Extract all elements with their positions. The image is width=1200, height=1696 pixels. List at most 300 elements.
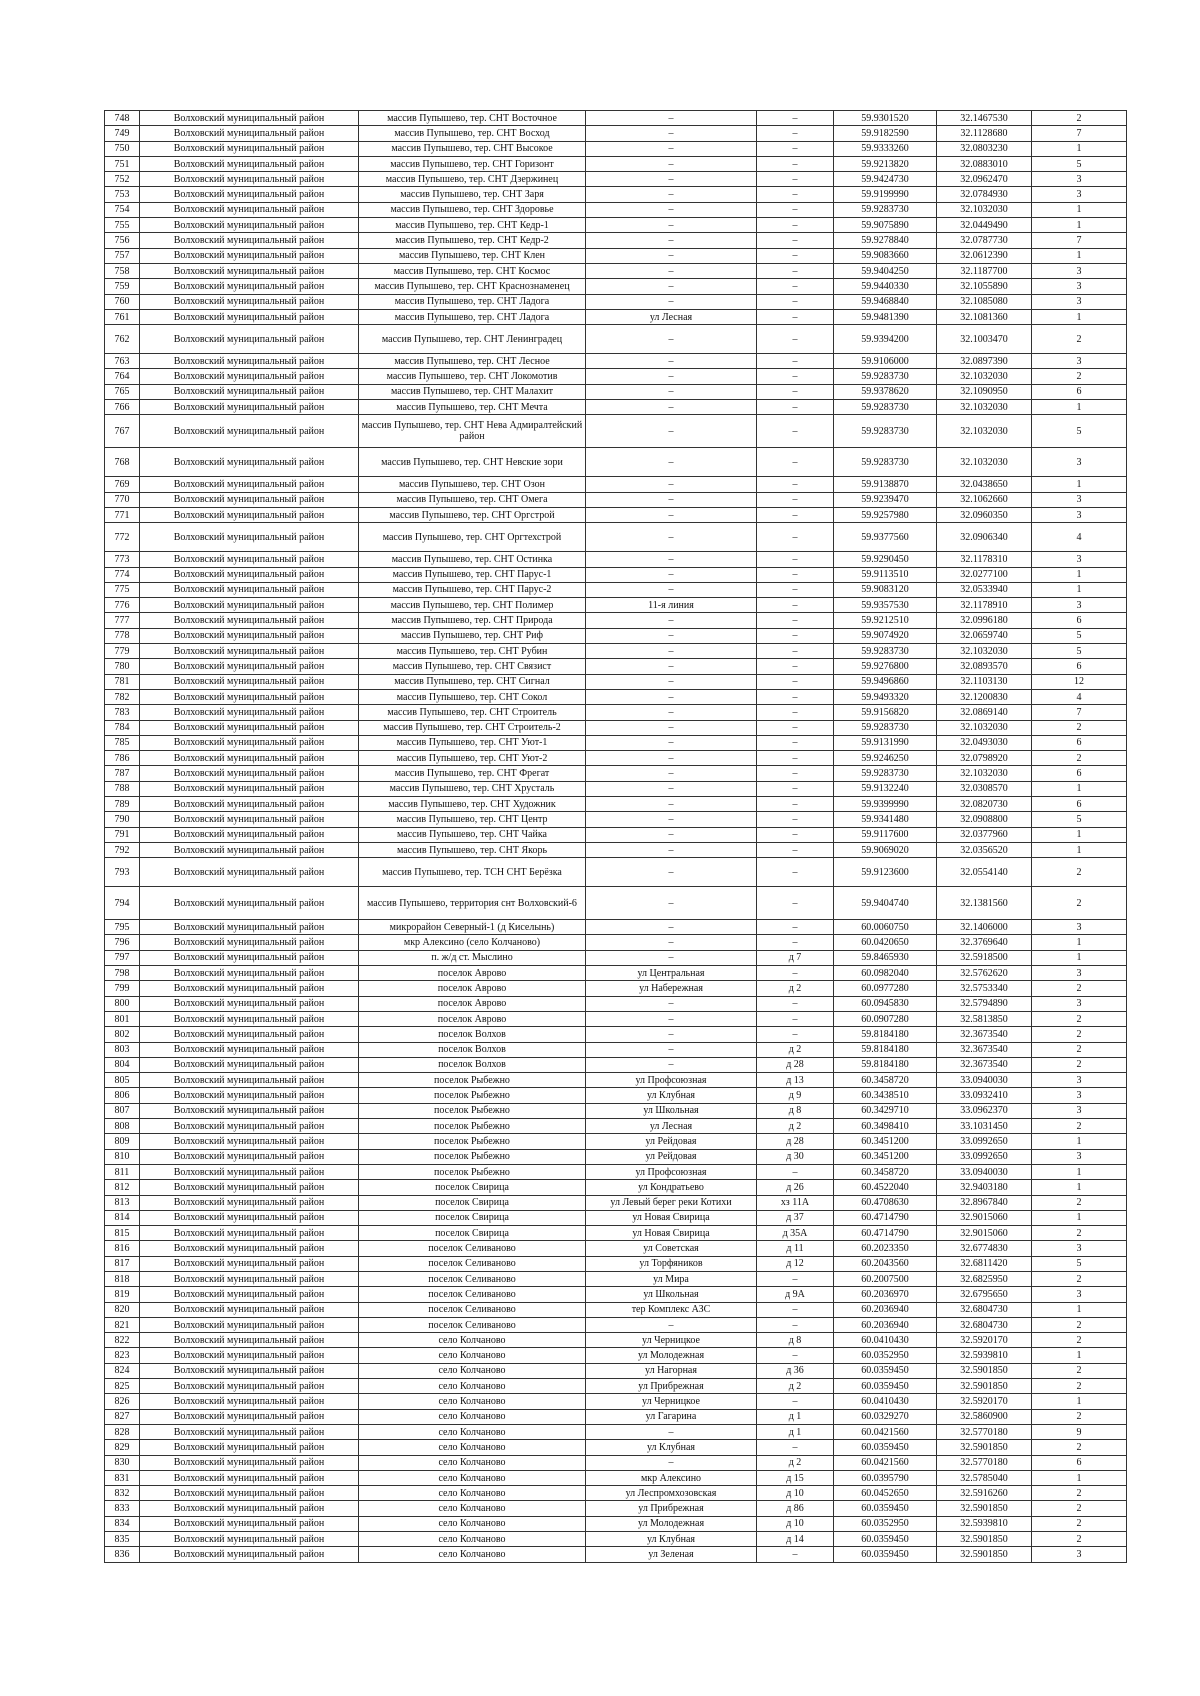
- district-cell: Волховский муниципальный район: [140, 781, 359, 796]
- count-cell: 3: [1032, 1103, 1127, 1118]
- district-cell: Волховский муниципальный район: [140, 1455, 359, 1470]
- location-cell: поселок Селиваново: [359, 1241, 586, 1256]
- latitude-cell: 59.9440330: [834, 279, 937, 294]
- street-cell: –: [586, 628, 757, 643]
- district-cell: Волховский муниципальный район: [140, 1409, 359, 1424]
- latitude-cell: 60.2007500: [834, 1272, 937, 1287]
- row-number-cell: 771: [105, 507, 140, 522]
- district-cell: Волховский муниципальный район: [140, 400, 359, 415]
- longitude-cell: 32.0883010: [937, 156, 1032, 171]
- longitude-cell: 32.5860900: [937, 1409, 1032, 1424]
- house-cell: –: [757, 887, 834, 920]
- longitude-cell: 32.1003470: [937, 325, 1032, 354]
- location-cell: село Колчаново: [359, 1470, 586, 1485]
- district-cell: Волховский муниципальный район: [140, 920, 359, 935]
- latitude-cell: 59.9156820: [834, 705, 937, 720]
- row-number-cell: 807: [105, 1103, 140, 1118]
- district-cell: Волховский муниципальный район: [140, 279, 359, 294]
- table-row: [105, 218, 1127, 233]
- count-cell: 1: [1032, 950, 1127, 965]
- house-cell: д 10: [757, 1486, 834, 1501]
- street-cell: ул Кондратьево: [586, 1180, 757, 1195]
- location-cell: массив Пупышево, тер. СНТ Уют-1: [359, 735, 586, 750]
- table-row: [105, 935, 1127, 950]
- location-cell: поселок Рыбежно: [359, 1134, 586, 1149]
- street-cell: –: [586, 218, 757, 233]
- longitude-cell: 32.0787730: [937, 233, 1032, 248]
- longitude-cell: 33.0992650: [937, 1149, 1032, 1164]
- latitude-cell: 59.9404250: [834, 263, 937, 278]
- district-cell: Волховский муниципальный район: [140, 172, 359, 187]
- street-cell: –: [586, 202, 757, 217]
- longitude-cell: 32.3673540: [937, 1042, 1032, 1057]
- count-cell: 2: [1032, 369, 1127, 384]
- district-cell: Волховский муниципальный район: [140, 141, 359, 156]
- table-row: [105, 448, 1127, 477]
- house-cell: –: [757, 126, 834, 141]
- location-cell: массив Пупышево, тер. СНТ Строитель: [359, 705, 586, 720]
- latitude-cell: 59.9404740: [834, 887, 937, 920]
- street-cell: –: [586, 507, 757, 522]
- location-cell: массив Пупышево, тер. СНТ Художник: [359, 796, 586, 811]
- latitude-cell: 59.9283730: [834, 415, 937, 448]
- table-row: [105, 248, 1127, 263]
- house-cell: –: [757, 325, 834, 354]
- latitude-cell: 60.2036940: [834, 1302, 937, 1317]
- location-cell: поселок Рыбежно: [359, 1119, 586, 1134]
- count-cell: 5: [1032, 415, 1127, 448]
- street-cell: ул Профсоюзная: [586, 1073, 757, 1088]
- longitude-cell: 32.5920170: [937, 1394, 1032, 1409]
- house-cell: д 28: [757, 1134, 834, 1149]
- count-cell: 6: [1032, 735, 1127, 750]
- count-cell: 2: [1032, 1333, 1127, 1348]
- count-cell: 2: [1032, 1226, 1127, 1241]
- latitude-cell: 60.3429710: [834, 1103, 937, 1118]
- count-cell: 1: [1032, 141, 1127, 156]
- street-cell: –: [586, 781, 757, 796]
- location-cell: массив Пупышево, тер. ТСН СНТ Берёзка: [359, 858, 586, 887]
- district-cell: Волховский муниципальный район: [140, 1501, 359, 1516]
- street-cell: –: [586, 1455, 757, 1470]
- count-cell: 3: [1032, 966, 1127, 981]
- district-cell: Волховский муниципальный район: [140, 827, 359, 842]
- table-row: [105, 781, 1127, 796]
- location-cell: поселок Волхов: [359, 1042, 586, 1057]
- latitude-cell: 60.2036970: [834, 1287, 937, 1302]
- latitude-cell: 60.4708630: [834, 1195, 937, 1210]
- table-row: [105, 674, 1127, 689]
- table-row: [105, 705, 1127, 720]
- latitude-cell: 60.0359450: [834, 1547, 937, 1562]
- street-cell: ул Набережная: [586, 981, 757, 996]
- count-cell: 1: [1032, 1394, 1127, 1409]
- house-cell: –: [757, 1011, 834, 1026]
- district-cell: Волховский муниципальный район: [140, 796, 359, 811]
- latitude-cell: 60.3451200: [834, 1134, 937, 1149]
- district-cell: Волховский муниципальный район: [140, 156, 359, 171]
- street-cell: –: [586, 384, 757, 399]
- location-cell: массив Пупышево, тер. СНТ Восход: [359, 126, 586, 141]
- district-cell: Волховский муниципальный район: [140, 248, 359, 263]
- row-number-cell: 787: [105, 766, 140, 781]
- count-cell: 6: [1032, 384, 1127, 399]
- house-cell: –: [757, 781, 834, 796]
- count-cell: 2: [1032, 1363, 1127, 1378]
- longitude-cell: 32.1085080: [937, 294, 1032, 309]
- count-cell: 3: [1032, 1287, 1127, 1302]
- street-cell: –: [586, 766, 757, 781]
- location-cell: массив Пупышево, тер. СНТ Нева Адмиралтейский район: [359, 415, 586, 448]
- longitude-cell: 32.5901850: [937, 1363, 1032, 1378]
- row-number-cell: 751: [105, 156, 140, 171]
- street-cell: –: [586, 294, 757, 309]
- table-row: [105, 141, 1127, 156]
- count-cell: 2: [1032, 1501, 1127, 1516]
- location-cell: село Колчаново: [359, 1501, 586, 1516]
- street-cell: –: [586, 567, 757, 582]
- row-number-cell: 836: [105, 1547, 140, 1562]
- longitude-cell: 33.0962370: [937, 1103, 1032, 1118]
- district-cell: Волховский муниципальный район: [140, 309, 359, 324]
- count-cell: 3: [1032, 448, 1127, 477]
- longitude-cell: 32.5916260: [937, 1486, 1032, 1501]
- location-cell: поселок Аврово: [359, 966, 586, 981]
- house-cell: –: [757, 384, 834, 399]
- table-row: [105, 659, 1127, 674]
- street-cell: –: [586, 279, 757, 294]
- row-number-cell: 754: [105, 202, 140, 217]
- location-cell: массив Пупышево, тер. СНТ Сокол: [359, 689, 586, 704]
- street-cell: ул Зеленая: [586, 1547, 757, 1562]
- street-cell: –: [586, 720, 757, 735]
- house-cell: –: [757, 644, 834, 659]
- count-cell: 1: [1032, 477, 1127, 492]
- table-row: [105, 1455, 1127, 1470]
- house-cell: –: [757, 263, 834, 278]
- location-cell: массив Пупышево, тер. СНТ Связист: [359, 659, 586, 674]
- house-cell: д 13: [757, 1073, 834, 1088]
- house-cell: –: [757, 111, 834, 126]
- district-cell: Волховский муниципальный район: [140, 766, 359, 781]
- count-cell: 1: [1032, 1302, 1127, 1317]
- latitude-cell: 60.2023350: [834, 1241, 937, 1256]
- table-row: [105, 1501, 1127, 1516]
- house-cell: д 37: [757, 1210, 834, 1225]
- longitude-cell: 32.1178910: [937, 598, 1032, 613]
- district-cell: Волховский муниципальный район: [140, 477, 359, 492]
- table-row: [105, 1470, 1127, 1485]
- longitude-cell: 32.0908800: [937, 812, 1032, 827]
- house-cell: д 7: [757, 950, 834, 965]
- latitude-cell: 60.4522040: [834, 1180, 937, 1195]
- longitude-cell: 32.0996180: [937, 613, 1032, 628]
- district-cell: Волховский муниципальный район: [140, 1164, 359, 1179]
- latitude-cell: 59.9283730: [834, 766, 937, 781]
- table-row: [105, 507, 1127, 522]
- latitude-cell: 60.0945830: [834, 996, 937, 1011]
- longitude-cell: 32.1103130: [937, 674, 1032, 689]
- row-number-cell: 789: [105, 796, 140, 811]
- house-cell: д 86: [757, 1501, 834, 1516]
- table-row: [105, 1149, 1127, 1164]
- latitude-cell: 60.0060750: [834, 920, 937, 935]
- row-number-cell: 776: [105, 598, 140, 613]
- count-cell: 3: [1032, 920, 1127, 935]
- district-cell: Волховский муниципальный район: [140, 187, 359, 202]
- district-cell: Волховский муниципальный район: [140, 644, 359, 659]
- house-cell: –: [757, 858, 834, 887]
- row-number-cell: 768: [105, 448, 140, 477]
- latitude-cell: 59.9283730: [834, 400, 937, 415]
- count-cell: 3: [1032, 279, 1127, 294]
- row-number-cell: 809: [105, 1134, 140, 1149]
- location-cell: поселок Аврово: [359, 1011, 586, 1026]
- table-row: [105, 1440, 1127, 1455]
- count-cell: 2: [1032, 720, 1127, 735]
- district-cell: Волховский муниципальный район: [140, 1532, 359, 1547]
- count-cell: 3: [1032, 294, 1127, 309]
- district-cell: Волховский муниципальный район: [140, 950, 359, 965]
- table-row: [105, 796, 1127, 811]
- row-number-cell: 832: [105, 1486, 140, 1501]
- table-row: [105, 644, 1127, 659]
- row-number-cell: 802: [105, 1027, 140, 1042]
- latitude-cell: 60.4714790: [834, 1210, 937, 1225]
- row-number-cell: 790: [105, 812, 140, 827]
- street-cell: –: [586, 156, 757, 171]
- street-cell: ул Новая Свирица: [586, 1226, 757, 1241]
- latitude-cell: 60.0359450: [834, 1379, 937, 1394]
- house-cell: –: [757, 507, 834, 522]
- row-number-cell: 749: [105, 126, 140, 141]
- row-number-cell: 774: [105, 567, 140, 582]
- district-cell: Волховский муниципальный район: [140, 981, 359, 996]
- count-cell: 2: [1032, 1057, 1127, 1072]
- district-cell: Волховский муниципальный район: [140, 567, 359, 582]
- location-cell: село Колчаново: [359, 1424, 586, 1439]
- district-cell: Волховский муниципальный район: [140, 720, 359, 735]
- latitude-cell: 59.9357530: [834, 598, 937, 613]
- longitude-cell: 32.5785040: [937, 1470, 1032, 1485]
- house-cell: –: [757, 705, 834, 720]
- longitude-cell: 32.1090950: [937, 384, 1032, 399]
- latitude-cell: 60.0352950: [834, 1516, 937, 1531]
- house-cell: д 12: [757, 1256, 834, 1271]
- row-number-cell: 826: [105, 1394, 140, 1409]
- district-cell: Волховский муниципальный район: [140, 263, 359, 278]
- latitude-cell: 60.0907280: [834, 1011, 937, 1026]
- district-cell: Волховский муниципальный район: [140, 369, 359, 384]
- location-cell: поселок Свирица: [359, 1226, 586, 1241]
- location-cell: село Колчаново: [359, 1547, 586, 1562]
- house-cell: д 2: [757, 1042, 834, 1057]
- location-cell: массив Пупышево, тер. СНТ Риф: [359, 628, 586, 643]
- table-row: [105, 552, 1127, 567]
- count-cell: 6: [1032, 659, 1127, 674]
- row-number-cell: 825: [105, 1379, 140, 1394]
- street-cell: –: [586, 996, 757, 1011]
- address-table-body: [105, 111, 1127, 1563]
- latitude-cell: 60.3498410: [834, 1119, 937, 1134]
- house-cell: –: [757, 477, 834, 492]
- street-cell: –: [586, 735, 757, 750]
- district-cell: Волховский муниципальный район: [140, 966, 359, 981]
- house-cell: д 1: [757, 1424, 834, 1439]
- count-cell: 1: [1032, 218, 1127, 233]
- row-number-cell: 800: [105, 996, 140, 1011]
- row-number-cell: 792: [105, 842, 140, 857]
- longitude-cell: 32.1032030: [937, 720, 1032, 735]
- longitude-cell: 32.1178310: [937, 552, 1032, 567]
- count-cell: 5: [1032, 628, 1127, 643]
- location-cell: село Колчаново: [359, 1516, 586, 1531]
- street-cell: –: [586, 187, 757, 202]
- longitude-cell: 32.5918500: [937, 950, 1032, 965]
- longitude-cell: 32.1406000: [937, 920, 1032, 935]
- street-cell: ул Школьная: [586, 1287, 757, 1302]
- count-cell: 7: [1032, 126, 1127, 141]
- house-cell: –: [757, 920, 834, 935]
- house-cell: –: [757, 1348, 834, 1363]
- count-cell: 5: [1032, 812, 1127, 827]
- longitude-cell: 32.0893570: [937, 659, 1032, 674]
- row-number-cell: 782: [105, 689, 140, 704]
- location-cell: массив Пупышево, тер. СНТ Полимер: [359, 598, 586, 613]
- street-cell: –: [586, 659, 757, 674]
- house-cell: хз 11А: [757, 1195, 834, 1210]
- row-number-cell: 753: [105, 187, 140, 202]
- latitude-cell: 59.9276800: [834, 659, 937, 674]
- count-cell: 2: [1032, 1379, 1127, 1394]
- row-number-cell: 765: [105, 384, 140, 399]
- street-cell: –: [586, 448, 757, 477]
- house-cell: –: [757, 172, 834, 187]
- count-cell: 2: [1032, 1195, 1127, 1210]
- longitude-cell: 32.5770180: [937, 1455, 1032, 1470]
- row-number-cell: 824: [105, 1363, 140, 1378]
- location-cell: массив Пупышево, тер. СНТ Природа: [359, 613, 586, 628]
- row-number-cell: 778: [105, 628, 140, 643]
- house-cell: д 36: [757, 1363, 834, 1378]
- longitude-cell: 32.0533940: [937, 582, 1032, 597]
- count-cell: 3: [1032, 492, 1127, 507]
- longitude-cell: 32.6825950: [937, 1272, 1032, 1287]
- location-cell: массив Пупышево, тер. СНТ Хрусталь: [359, 781, 586, 796]
- district-cell: Волховский муниципальный район: [140, 1287, 359, 1302]
- longitude-cell: 32.1381560: [937, 887, 1032, 920]
- count-cell: 1: [1032, 1164, 1127, 1179]
- table-row: [105, 415, 1127, 448]
- row-number-cell: 831: [105, 1470, 140, 1485]
- street-cell: –: [586, 887, 757, 920]
- count-cell: 2: [1032, 1532, 1127, 1547]
- longitude-cell: 32.0897390: [937, 354, 1032, 369]
- row-number-cell: 750: [105, 141, 140, 156]
- row-number-cell: 748: [105, 111, 140, 126]
- street-cell: –: [586, 400, 757, 415]
- district-cell: Волховский муниципальный район: [140, 674, 359, 689]
- row-number-cell: 788: [105, 781, 140, 796]
- table-row: [105, 156, 1127, 171]
- latitude-cell: 59.9182590: [834, 126, 937, 141]
- house-cell: –: [757, 354, 834, 369]
- location-cell: массив Пупышево, тер. СНТ Якорь: [359, 842, 586, 857]
- street-cell: 11-я линия: [586, 598, 757, 613]
- district-cell: Волховский муниципальный район: [140, 552, 359, 567]
- count-cell: 3: [1032, 1149, 1127, 1164]
- street-cell: –: [586, 111, 757, 126]
- district-cell: Волховский муниципальный район: [140, 202, 359, 217]
- location-cell: поселок Рыбежно: [359, 1103, 586, 1118]
- house-cell: –: [757, 935, 834, 950]
- longitude-cell: 32.0906340: [937, 523, 1032, 552]
- location-cell: массив Пупышево, тер. СНТ Кедр-2: [359, 233, 586, 248]
- longitude-cell: 32.0869140: [937, 705, 1032, 720]
- street-cell: –: [586, 950, 757, 965]
- house-cell: д 10: [757, 1516, 834, 1531]
- street-cell: ул Рейдовая: [586, 1134, 757, 1149]
- table-row: [105, 523, 1127, 552]
- street-cell: –: [586, 935, 757, 950]
- street-cell: –: [586, 751, 757, 766]
- longitude-cell: 32.0820730: [937, 796, 1032, 811]
- table-row: [105, 1119, 1127, 1134]
- latitude-cell: 60.0359450: [834, 1363, 937, 1378]
- house-cell: д 28: [757, 1057, 834, 1072]
- street-cell: –: [586, 354, 757, 369]
- row-number-cell: 796: [105, 935, 140, 950]
- row-number-cell: 819: [105, 1287, 140, 1302]
- street-cell: –: [586, 858, 757, 887]
- row-number-cell: 833: [105, 1501, 140, 1516]
- latitude-cell: 59.9394200: [834, 325, 937, 354]
- table-row: [105, 582, 1127, 597]
- district-cell: Волховский муниципальный район: [140, 705, 359, 720]
- table-row: [105, 842, 1127, 857]
- table-row: [105, 567, 1127, 582]
- house-cell: –: [757, 294, 834, 309]
- count-cell: 3: [1032, 187, 1127, 202]
- latitude-cell: 60.3451200: [834, 1149, 937, 1164]
- count-cell: 6: [1032, 1455, 1127, 1470]
- row-number-cell: 759: [105, 279, 140, 294]
- count-cell: 1: [1032, 400, 1127, 415]
- longitude-cell: 32.5813850: [937, 1011, 1032, 1026]
- house-cell: –: [757, 156, 834, 171]
- street-cell: –: [586, 492, 757, 507]
- longitude-cell: 32.8967840: [937, 1195, 1032, 1210]
- location-cell: поселок Свирица: [359, 1195, 586, 1210]
- longitude-cell: 32.0493030: [937, 735, 1032, 750]
- location-cell: поселок Волхов: [359, 1057, 586, 1072]
- latitude-cell: 60.2036940: [834, 1317, 937, 1332]
- house-cell: –: [757, 492, 834, 507]
- row-number-cell: 822: [105, 1333, 140, 1348]
- location-cell: село Колчаново: [359, 1348, 586, 1363]
- location-cell: массив Пупышево, тер. СНТ Чайка: [359, 827, 586, 842]
- longitude-cell: 32.1032030: [937, 369, 1032, 384]
- longitude-cell: 32.1032030: [937, 644, 1032, 659]
- house-cell: –: [757, 448, 834, 477]
- count-cell: 3: [1032, 1241, 1127, 1256]
- longitude-cell: 32.0438650: [937, 477, 1032, 492]
- row-number-cell: 798: [105, 966, 140, 981]
- location-cell: село Колчаново: [359, 1379, 586, 1394]
- longitude-cell: 32.0449490: [937, 218, 1032, 233]
- row-number-cell: 773: [105, 552, 140, 567]
- longitude-cell: 32.1032030: [937, 202, 1032, 217]
